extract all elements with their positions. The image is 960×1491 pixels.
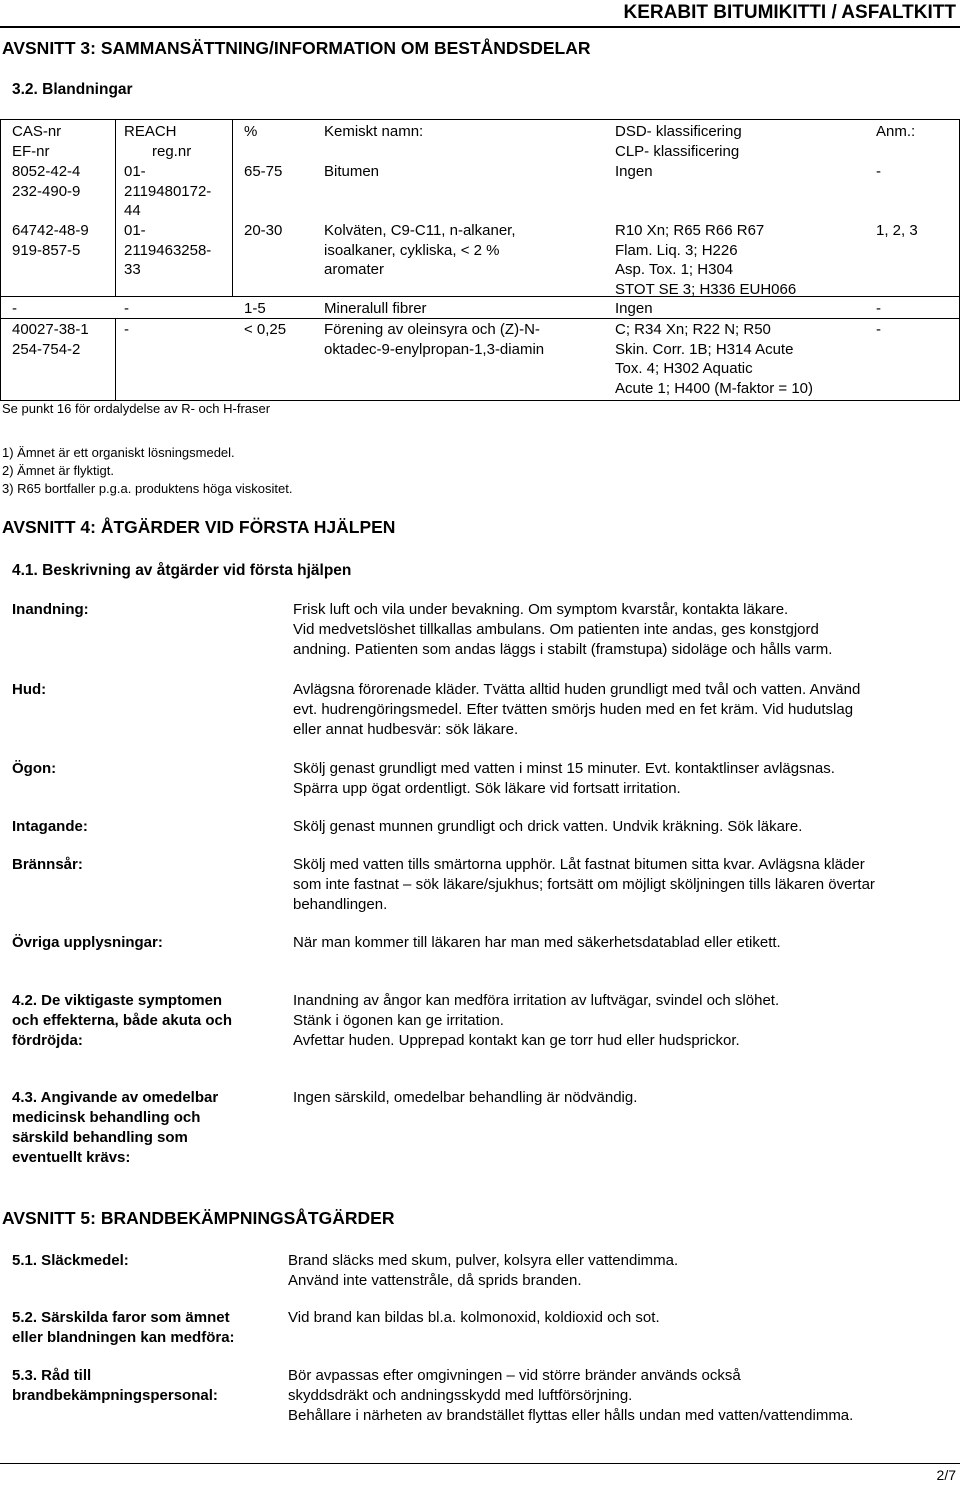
table-cell-pct: 1-5 bbox=[244, 300, 266, 317]
s43-label: 4.3. Angivande av omedelbar medicinsk behandling och särskild behandling som eventuellt krävs: bbox=[12, 1089, 219, 1166]
table-footnote: Se punkt 16 för ordalydelse av R- och H-fraser bbox=[2, 401, 271, 416]
first-aid-label-skin: Hud: bbox=[12, 681, 47, 698]
section4-title: AVSNITT 4: ÅTGÄRDER VID FÖRSTA HJÄLPEN bbox=[2, 517, 396, 537]
first-aid-text-burns: Skölj med vatten tills smärtorna upphör. Låt fastnat bitumen sitta kvar. Avlägsna kläder som inte fastnat – sök läkare/sjukhus; fortsätt om möjligt sköljningen tills läkaren övertar behandlingen. bbox=[293, 856, 875, 913]
first-aid-label-burns: Brännsår: bbox=[12, 856, 83, 873]
section3-title: AVSNITT 3: SAMMANSÄTTNING/INFORMATION OM BESTÅNDSDELAR bbox=[2, 38, 591, 58]
s42-label: 4.2. De viktigaste symptomen och effekterna, både akuta och fördröjda: bbox=[12, 992, 233, 1049]
section4-subtitle: 4.1. Beskrivning av åtgärder vid första hjälpen bbox=[12, 562, 352, 579]
table-row: 8052-42-4 232-490-9 bbox=[12, 163, 81, 200]
first-aid-text-ingestion: Skölj genast munnen grundligt och drick vatten. Undvik kräkning. Sök läkare. bbox=[293, 818, 803, 835]
table-cell-anm: 1, 2, 3 bbox=[876, 222, 918, 239]
table-cell-pct: 20-30 bbox=[244, 222, 283, 239]
table-cell-reach: - bbox=[124, 300, 129, 317]
page-number: 2/7 bbox=[936, 1467, 956, 1483]
first-aid-label-other: Övriga upplysningar: bbox=[12, 934, 163, 951]
product-header: KERABIT BITUMIKITTI / ASFALTKITT bbox=[623, 2, 956, 23]
table-row: 64742-48-9 919-857-5 bbox=[12, 222, 89, 259]
s53-label: 5.3. Råd till brandbekämpningspersonal: bbox=[12, 1367, 218, 1404]
table-cell-reach: - bbox=[124, 321, 129, 338]
table-row-divider bbox=[0, 318, 960, 319]
table-cell-name: Förening av oleinsyra och (Z)-N- oktadec-9-enylpropan-1,3-diamin bbox=[324, 321, 545, 358]
table-cell-name: Mineralull fibrer bbox=[324, 300, 427, 317]
s53-text: Bör avpassas efter omgivningen – vid större bränder används också skyddsdräkt och andningsskydd med luftförsörjning. Behållare i närheten av brandstället flyttas eller hålls undan med vatten/vattendimma. bbox=[288, 1367, 854, 1424]
table-cell-reach: 01- 2119463258- 33 bbox=[124, 222, 212, 279]
table-row-divider bbox=[0, 296, 960, 297]
s51-label: 5.1. Släckmedel: bbox=[12, 1252, 129, 1269]
table-cell-class: C; R34 Xn; R22 N; R50 Skin. Corr. 1B; H314 Acute Tox. 4; H302 Aquatic Acute 1; H400 (M-faktor = 10) bbox=[615, 321, 814, 397]
first-aid-label-inhalation: Inandning: bbox=[12, 601, 89, 618]
table-row: 40027-38-1 254-754-2 bbox=[12, 321, 89, 358]
table-cell-name: Kolväten, C9-C11, n-alkaner, isoalkaner, cykliska, < 2 % aromater bbox=[324, 222, 516, 279]
table-cell-pct: 65-75 bbox=[244, 163, 283, 180]
section5-title: AVSNITT 5: BRANDBEKÄMPNINGSÅTGÄRDER bbox=[2, 1208, 395, 1228]
table-top-border bbox=[0, 119, 960, 120]
s52-label: 5.2. Särskilda faror som ämnet eller blandningen kan medföra: bbox=[12, 1309, 235, 1346]
composition-notes: 1) Ämnet är ett organiskt lösningsmedel. 2) Ämnet är flyktigt. 3) R65 bortfaller p.g.a. produktens höga viskositet. bbox=[2, 445, 293, 496]
col-head-reach: REACH reg.nr bbox=[124, 123, 192, 160]
table-cell-anm: - bbox=[876, 321, 881, 338]
s51-text: Brand släcks med skum, pulver, kolsyra eller vattendimma. Använd inte vattenstråle, då sprids branden. bbox=[288, 1252, 679, 1289]
table-cell-class: R10 Xn; R65 R66 R67 Flam. Liq. 3; H226 Asp. Tox. 1; H304 STOT SE 3; H336 EUH066 bbox=[615, 222, 797, 298]
first-aid-text-other: När man kommer till läkaren har man med säkerhetsdatablad eller etikett. bbox=[293, 934, 781, 951]
col-head-anm: Anm.: bbox=[876, 123, 916, 140]
table-cell-reach: 01- 2119480172- 44 bbox=[124, 163, 212, 220]
footer-rule bbox=[0, 1463, 960, 1464]
col-head-class: DSD- klassificering CLP- klassificering bbox=[615, 123, 742, 160]
table-cell-anm: - bbox=[876, 163, 881, 180]
section3-subtitle: 3.2. Blandningar bbox=[12, 81, 133, 98]
header-rule bbox=[0, 26, 960, 28]
col-head-name: Kemiskt namn: bbox=[324, 123, 424, 140]
first-aid-text-inhalation: Frisk luft och vila under bevakning. Om symptom kvarstår, kontakta läkare. Vid medvetslöshet tillkallas ambulans. Om patienten inte andas, ges konstgjord andning. Patienten som andas läggs i stabilt (framstupa) sidoläge och hålls varm. bbox=[293, 601, 833, 658]
table-col-divider bbox=[115, 318, 116, 400]
first-aid-text-eyes: Skölj genast grundligt med vatten i minst 15 minuter. Evt. kontaktlinser avlägsnas. Spärra upp ögat ordentligt. Sök läkare vid fortsatt irritation. bbox=[293, 760, 835, 797]
s43-text: Ingen särskild, omedelbar behandling är nödvändig. bbox=[293, 1089, 638, 1106]
first-aid-text-skin: Avlägsna förorenade kläder. Tvätta alltid huden grundligt med tvål och vatten. Använd evt. hudrengöringsmedel. Efter tvätten smörjs huden med en fet kräm. Vid hudutslag eller annat hudbesvär: sök läkare. bbox=[293, 681, 861, 738]
table-left-border bbox=[0, 119, 1, 401]
s52-text: Vid brand kan bildas bl.a. kolmonoxid, koldioxid och sot. bbox=[288, 1309, 660, 1326]
s42-text: Inandning av ångor kan medföra irritation av luftvägar, svindel och slöhet. Stänk i ögonen kan ge irritation. Avfettar huden. Upprepad kontakt kan ge torr hud eller hudsprickor. bbox=[293, 992, 780, 1049]
table-row: - bbox=[12, 300, 17, 317]
table-col-divider bbox=[115, 119, 116, 297]
table-cell-class: Ingen bbox=[615, 300, 653, 317]
table-cell-pct: < 0,25 bbox=[244, 321, 287, 338]
table-col-divider bbox=[232, 119, 233, 297]
table-cell-anm: - bbox=[876, 300, 881, 317]
first-aid-label-ingestion: Intagande: bbox=[12, 818, 88, 835]
table-cell-name: Bitumen bbox=[324, 163, 380, 180]
col-head-cas: CAS-nr EF-nr bbox=[12, 123, 62, 160]
first-aid-label-eyes: Ögon: bbox=[12, 760, 57, 777]
table-cell-class: Ingen bbox=[615, 163, 653, 180]
col-head-pct: % bbox=[244, 123, 258, 140]
